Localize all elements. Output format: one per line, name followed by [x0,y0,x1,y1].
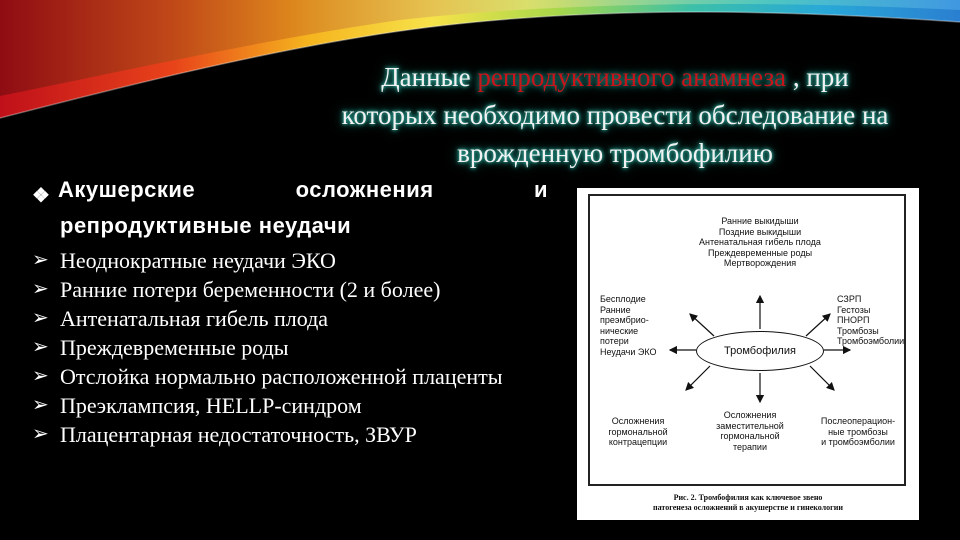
heading-line-2: репродуктивные неудачи [60,213,352,238]
thrombophilia-diagram-figure [577,188,919,520]
diagram-bottom-left-group: Осложнения гормональной контрацепции [608,416,668,447]
title-line-3: врожденную тромбофилию [457,138,773,168]
list-item: ➢ Плацентарная недостаточность, ЗВУР [32,422,417,447]
arrow-bullet-icon: ➢ [32,423,49,445]
arrow-bullet-icon: ➢ [32,365,49,387]
arrow-bullet-icon: ➢ [32,278,49,300]
complications-section [32,172,548,449]
heading-word: и [533,177,548,202]
heading-word: Акушерские [58,177,196,202]
arrow-bullet-icon: ➢ [32,249,49,271]
arrow-bullet-icon: ➢ [32,336,49,358]
slide-title [270,58,960,172]
diamond-bullet-icon: ❖ [32,185,51,207]
list-item: ➢ Преэклампсия, HELLP-синдром [32,393,362,418]
list-item: ➢ Антенатальная гибель плода [32,306,329,331]
title-line-1: Данные репродуктивного анамнеза , при [381,62,849,92]
title-highlight: репродуктивного анамнеза [477,62,787,92]
title-line-2: которых необходимо провести обследование на [341,100,889,130]
list-item: ➢ Ранние потери беременности (2 и более) [32,277,441,302]
diagram-left-group: Бесплодие Ранние преэмбрио- нические потери Неудачи ЭКО [600,294,657,357]
list-item: ➢ Преждевременные роды [32,335,289,360]
diagram-center-node: Тромбофилия [696,331,824,371]
diagram-bottom-center-group: Осложнения заместительной гормональной терапии [716,410,784,452]
list-item: ➢ Отслойка нормально расположенной плаценты [32,364,503,389]
complications-list [32,246,548,449]
diagram-right-group: СЗРП Гестозы ПНОРП Тромбозы Тромбоэмболии [837,294,905,346]
section-heading [32,172,548,244]
arrow-bullet-icon: ➢ [32,394,49,416]
diagram-bottom-right-group: Послеоперацион- ные тромбозы и тромбоэмболии [820,416,896,447]
arrow-bullet-icon: ➢ [32,307,49,329]
list-item: ➢ Неоднократные неудачи ЭКО [32,248,336,273]
heading-word: осложнения [295,177,434,202]
diagram-top-group: Ранние выкидыши Поздние выкидыши Антенатальная гибель плода Преждевременные роды Мертворождения [699,216,821,268]
diagram-frame [588,194,906,486]
figure-caption: Рис. 2. Тромбофилия как ключевое звено патогенеза осложнений в акушерстве и гинекологии [653,493,843,512]
